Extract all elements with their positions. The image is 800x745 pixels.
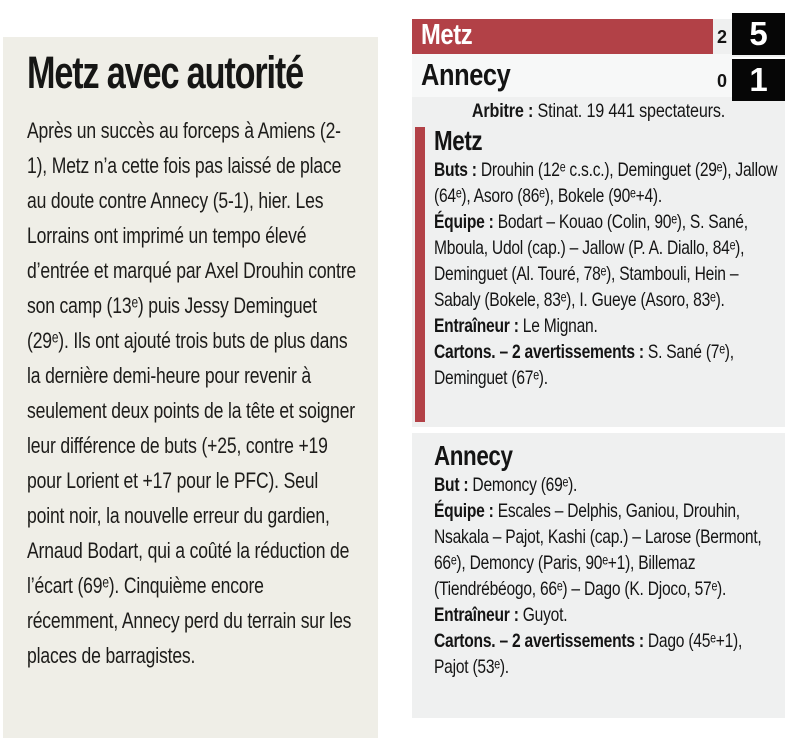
stat-text: Escales – Delphis, Ganiou, Drouhin, Nsakala – Pajot, Kashi (cap.) – Larose (Bermont, 66ᵉ), Demoncy (Paris, 90ᵉ+1), Billemaz (Tiendrébéogo, 66ᵉ) – Dago (K. Djoco, 57ᵉ). xyxy=(434,500,762,600)
stat-label: Cartons. – 2 avertissements : xyxy=(434,341,644,363)
home-final-score: 5 xyxy=(732,13,785,55)
stat-label: Équipe : xyxy=(434,500,494,522)
metz-goals-line xyxy=(434,157,785,209)
stat-text: Demoncy (69ᵉ). xyxy=(468,474,578,496)
stat-label: But : xyxy=(434,474,469,496)
home-team-name: Metz xyxy=(421,19,473,51)
scoreboard-away-row xyxy=(412,54,732,97)
stat-label: Entraîneur : xyxy=(434,604,519,626)
metz-coach-line xyxy=(434,313,785,339)
annecy-section xyxy=(412,433,785,718)
metz-section-header: Metz xyxy=(434,125,483,156)
stat-text: S. Sané (7ᵉ), Deminguet (67ᵉ). xyxy=(434,341,734,389)
article-body: Après un succès au forceps à Amiens (2-1), Metz n’a cette fois pas laissé de place au doute contre Annecy (5-1), hier. Les Lorrains ont imprimé un tempo élevé d’entrée et marqué par Axel Drouhin contre son camp (13ᵉ) puis Jessy Deminguet (29ᵉ). Ils ont ajouté trois buts de plus dans la dernière demi-heure pour revenir à seulement deux points de la tête et soigner leur différence de buts (+25, contre +19 pour Lorient et +17 pour le PFC). Seul point noir, la nouvelle erreur du gardien, Arnaud Bodart, qui a coûté la réduction de l’écart (69ᵉ). Cinquième encore récemment, Annecy perd du terrain sur les places de barragistes. xyxy=(27,118,357,668)
stat-text: Le Mignan. xyxy=(518,315,598,337)
away-team-name: Annecy xyxy=(421,57,511,92)
away-final-score: 1 xyxy=(732,57,785,101)
stat-text: Drouhin (12ᵉ c.s.c.), Deminguet (29ᵉ), Jallow (64ᵉ), Asoro (86ᵉ), Bokele (90ᵉ+4). xyxy=(434,159,778,207)
stat-label: Équipe : xyxy=(434,211,494,233)
referee-text: Stinat. 19 441 spectateurs. xyxy=(533,101,726,122)
annecy-goal-line xyxy=(434,472,777,498)
stat-text: Bodart – Kouao (Colin, 90ᵉ), S. Sané, Mboula, Udol (cap.) – Jallow (P. A. Diallo, 84ᵉ), Deminguet (Al. Touré, 78ᵉ), Stambouli, Hein – Sabaly (Bokele, 83ᵉ), I. Gueye (Asoro, 83ᵉ). xyxy=(434,211,748,311)
scoreboard-home-row xyxy=(412,19,713,54)
away-halftime-score: 0 xyxy=(716,71,727,91)
annecy-section-header: Annecy xyxy=(434,440,513,471)
article-title: Metz avec autorité xyxy=(27,47,303,98)
annecy-coach-line xyxy=(434,602,777,628)
stat-label: Buts : xyxy=(434,159,477,181)
stat-text: Guyot. xyxy=(518,604,568,626)
metz-cards-line xyxy=(434,339,785,391)
metz-section xyxy=(412,125,785,391)
stat-label: Entraîneur : xyxy=(434,315,519,337)
winner-accent-bar xyxy=(415,127,425,422)
annecy-cards-line xyxy=(434,628,777,680)
annecy-lineup-line xyxy=(434,498,777,602)
match-summary-card xyxy=(412,15,785,427)
referee-label: Arbitre : xyxy=(471,101,534,122)
referee-line xyxy=(440,101,757,123)
home-halftime-score: 2 xyxy=(716,27,727,47)
article-card xyxy=(3,37,378,738)
metz-lineup-line xyxy=(434,209,785,313)
stat-text: Dago (45ᵉ+1), Pajot (53ᵉ). xyxy=(434,630,743,678)
stat-label: Cartons. – 2 avertissements : xyxy=(434,630,644,652)
